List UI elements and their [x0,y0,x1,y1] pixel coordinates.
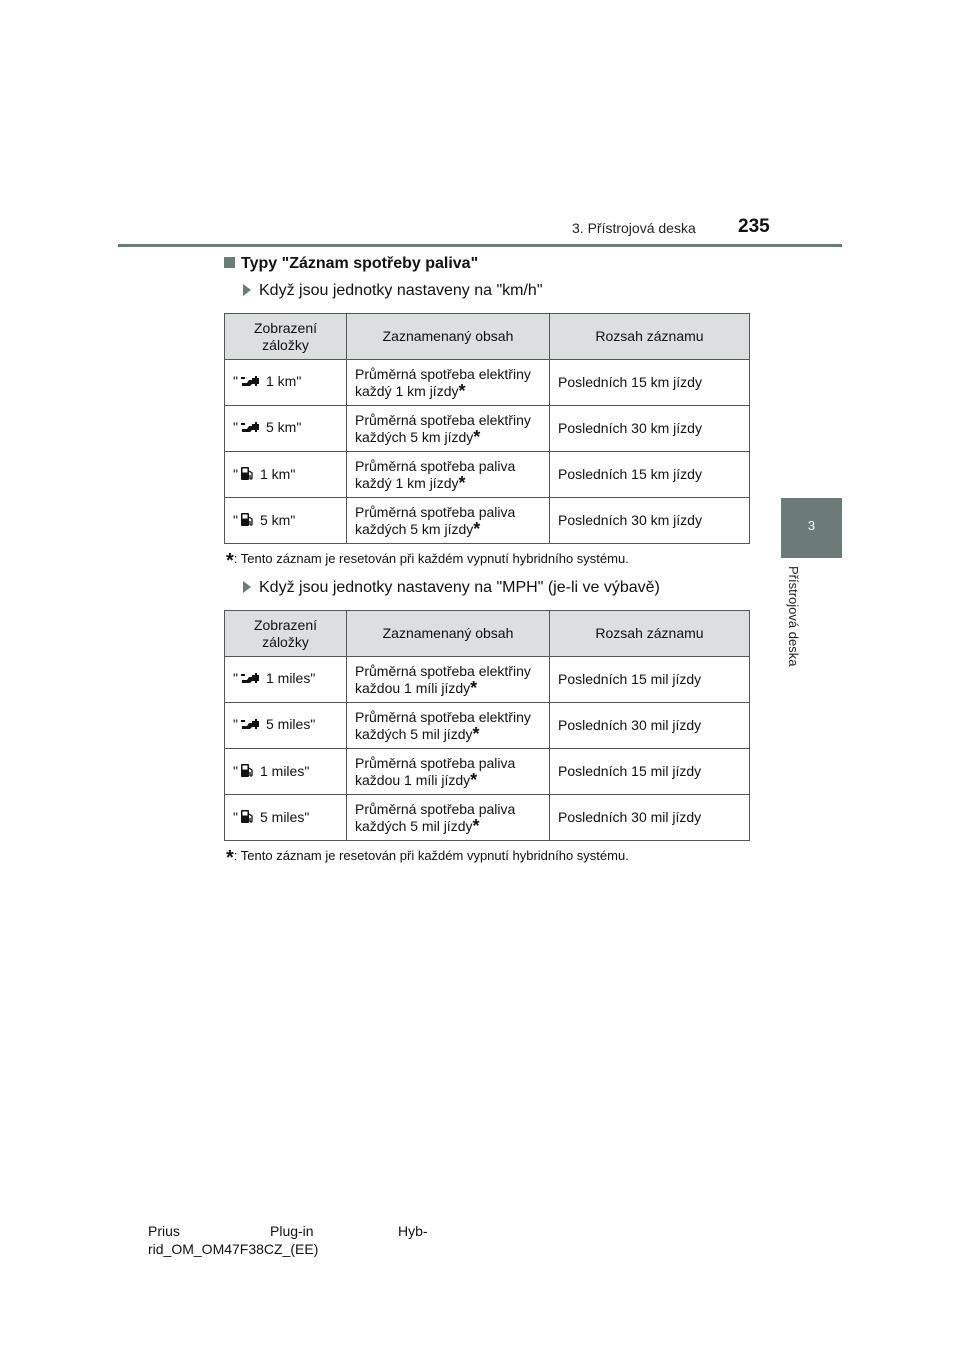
side-tab-number: 3 [807,518,816,533]
table-row [225,657,750,703]
content-line: Průměrná spotřeba paliva [355,503,516,520]
tab-label: 1 km" [265,373,302,389]
column-header: Zobrazení záložky [225,314,347,360]
table-body [225,657,750,841]
table-row [225,406,750,452]
footnote-mph [226,847,629,870]
content-line: každých 5 mil jízdy [355,725,473,742]
asterisk-mark: * [470,769,478,790]
ev-plug-icon [240,420,260,438]
tab-label: 1 km" [259,465,296,482]
fuel-pump-icon [240,511,254,531]
tab-cell: " 1 miles" [225,657,347,703]
content-line: každý 1 km jízdy [355,474,459,491]
column-header: Rozsah záznamu [550,314,750,360]
range-cell: Posledních 15 km jízdy [550,452,750,498]
footer-word: Prius [148,1223,180,1239]
chapter-title: 3. Přístrojová deska [572,220,696,236]
tab-cell: " 1 miles" [225,749,347,795]
asterisk-mark: * [472,815,480,836]
fuel-pump-icon [240,762,254,782]
tab-cell: " 5 km" [225,406,347,452]
content-cell [347,795,550,841]
triangle-bullet-icon [243,581,251,593]
asterisk-mark: * [458,472,466,493]
tab-cell: " 1 km" [225,452,347,498]
content-line: Průměrná spotřeba elektřiny [355,411,531,428]
content-cell [347,452,550,498]
table-header-row [225,611,750,657]
content-cell [347,498,550,544]
content-line: Průměrná spotřeba paliva [355,457,516,474]
subheading-text: Když jsou jednotky nastaveny na "MPH" (je-li ve výbavě) [259,579,660,596]
column-header: Zaznamenaný obsah [347,611,550,657]
column-header: Zaznamenaný obsah [347,314,550,360]
record-table-mph [224,610,750,841]
tab-label: 5 miles" [265,716,316,732]
ev-plug-icon [240,717,260,735]
asterisk-mark: * [226,550,234,572]
section-title-text: Typy "Záznam spotřeby paliva" [241,255,479,272]
tab-cell: " 5 miles" [225,795,347,841]
table-row [225,749,750,795]
content-line: Průměrná spotřeba elektřiny [355,365,531,382]
side-tab [781,498,842,558]
side-tab-label: Přístrojová deska [786,566,801,667]
page-number: 235 [738,216,770,237]
table-row [225,452,750,498]
content-line: každých 5 km jízdy [355,428,474,445]
content-line: Průměrná spotřeba paliva [355,754,516,771]
asterisk-mark: * [473,426,481,447]
content-line: Průměrná spotřeba elektřiny [355,708,531,725]
tab-cell: " 5 km" [225,498,347,544]
footer-code: rid_OM_OM47F38CZ_(EE) [148,1241,319,1257]
table-row [225,703,750,749]
section-title [224,255,478,273]
ev-plug-icon [240,374,260,392]
range-cell: Posledních 30 km jízdy [550,498,750,544]
range-cell: Posledních 15 mil jízdy [550,749,750,795]
asterisk-mark: * [458,380,466,401]
content-cell [347,703,550,749]
column-header: Rozsah záznamu [550,611,750,657]
content-line: každý 1 km jízdy [355,382,459,399]
content-cell [347,749,550,795]
content-line: každých 5 km jízdy [355,520,474,537]
asterisk-mark: * [472,723,480,744]
tab-label: 1 miles" [259,762,310,779]
column-header: Zobrazení záložky [225,611,347,657]
content-line: každou 1 míli jízdy [355,771,471,788]
footer-word: Hyb- [398,1223,428,1239]
table-body [225,360,750,544]
ev-plug-icon [240,671,260,689]
content-cell [347,360,550,406]
tab-cell: " 1 km" [225,360,347,406]
tab-label: 1 miles" [265,670,316,686]
asterisk-mark: * [226,847,234,869]
square-bullet-icon [224,257,235,268]
footnote-kmh [226,550,629,573]
table-row [225,360,750,406]
header-rule [118,244,842,247]
tab-label: 5 miles" [259,808,310,825]
asterisk-mark: * [473,518,481,539]
range-cell: Posledních 30 mil jízdy [550,795,750,841]
fuel-pump-icon [240,465,254,485]
table-row [225,795,750,841]
table-header-row [225,314,750,360]
content-line: Průměrná spotřeba paliva [355,800,516,817]
content-line: každých 5 mil jízdy [355,817,473,834]
document-footer [148,1222,428,1258]
tab-label: 5 km" [259,511,296,528]
subheading-kmh [243,282,543,300]
record-table-kmh [224,313,750,544]
content-cell [347,406,550,452]
range-cell: Posledních 15 mil jízdy [550,657,750,703]
subheading-mph [243,579,660,597]
footnote-text: : Tento záznam je resetován při každém vypnutí hybridního systému. [233,848,629,863]
triangle-bullet-icon [243,284,251,296]
asterisk-mark: * [470,677,478,698]
fuel-pump-icon [240,808,254,828]
tab-label: 5 km" [265,419,302,435]
content-cell [347,657,550,703]
content-line: každou 1 míli jízdy [355,679,471,696]
table-row [225,498,750,544]
footer-word: Plug-in [270,1223,314,1239]
range-cell: Posledních 30 km jízdy [550,406,750,452]
range-cell: Posledních 15 km jízdy [550,360,750,406]
footnote-text: : Tento záznam je resetován při každém vypnutí hybridního systému. [233,551,629,566]
content-line: Průměrná spotřeba elektřiny [355,662,531,679]
range-cell: Posledních 30 mil jízdy [550,703,750,749]
subheading-text: Když jsou jednotky nastaveny na "km/h" [259,282,543,299]
tab-cell: " 5 miles" [225,703,347,749]
